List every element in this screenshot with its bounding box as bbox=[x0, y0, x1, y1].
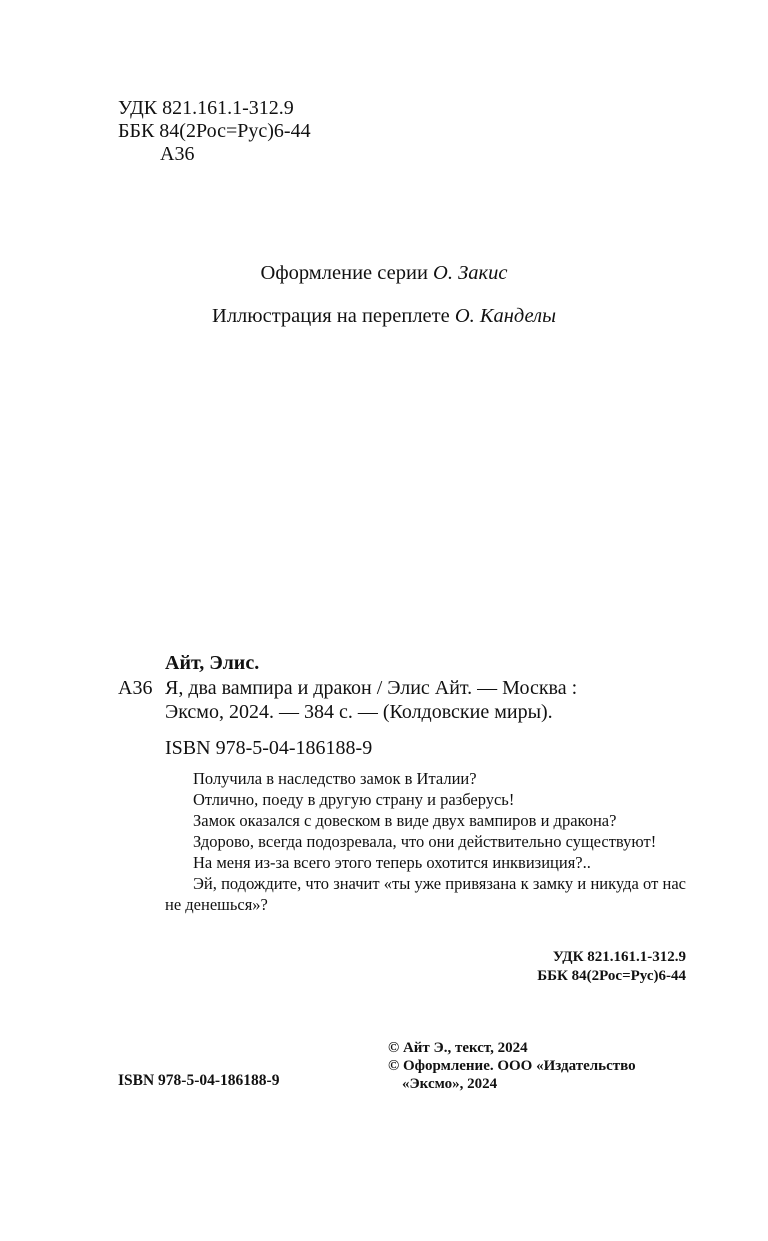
bib-author: Айт, Элис. bbox=[165, 652, 260, 674]
isbn-bottom: ISBN 978-5-04-186188-9 bbox=[118, 1072, 280, 1089]
copyright-design-cont: «Эксмо», 2024 bbox=[402, 1076, 498, 1092]
classification-codes-right bbox=[470, 948, 686, 986]
illustration-label: Иллюстрация на переплете bbox=[212, 305, 450, 327]
author-mark: А36 bbox=[160, 143, 195, 165]
bbk-code: ББК 84(2Рос=Рус)6-44 bbox=[118, 120, 311, 142]
annotation-paragraph: Получила в наследство замок в Италии? bbox=[193, 769, 477, 788]
annotation-paragraph: Замок оказался с довеском в виде двух вампиров и дракона? bbox=[193, 811, 617, 830]
udk-code-right: УДК 821.161.1-312.9 bbox=[552, 949, 686, 965]
annotation-paragraph: Эй, подождите, что значит «ты уже привязана к замку и никуда от нас не денешься»? bbox=[165, 874, 686, 914]
annotation-paragraph: На меня из-за всего этого теперь охотится инквизиция?.. bbox=[193, 853, 591, 872]
annotation-paragraph: Отлично, поеду в другую страну и разберусь! bbox=[193, 790, 515, 809]
series-design-credit bbox=[0, 262, 768, 285]
bib-title-line2: Эксмо, 2024. — 384 с. — (Колдовские миры). bbox=[165, 701, 553, 723]
copyright-design: © Оформление. ООО «Издательство bbox=[388, 1058, 636, 1074]
illustrator-name: О. Канделы bbox=[454, 305, 556, 327]
illustration-credit bbox=[0, 305, 768, 328]
top-classification-codes bbox=[118, 97, 311, 166]
annotation bbox=[165, 768, 686, 915]
series-designer-name: О. Закис bbox=[433, 262, 508, 284]
isbn-main: ISBN 978-5-04-186188-9 bbox=[165, 737, 373, 759]
bbk-code-right: ББК 84(2Рос=Рус)6-44 bbox=[537, 968, 686, 984]
bib-author-mark: А36 bbox=[118, 677, 153, 699]
bib-title-record bbox=[165, 676, 686, 724]
annotation-paragraph: Здорово, всегда подозревала, что они действительно существуют! bbox=[193, 832, 657, 851]
udk-code: УДК 821.161.1-312.9 bbox=[118, 97, 294, 119]
copyright-block bbox=[388, 1039, 636, 1093]
copyright-text: © Айт Э., текст, 2024 bbox=[388, 1040, 528, 1056]
bib-title-line1: Я, два вампира и дракон / Элис Айт. — Москва : bbox=[165, 677, 578, 699]
series-design-label: Оформление серии bbox=[260, 262, 428, 284]
